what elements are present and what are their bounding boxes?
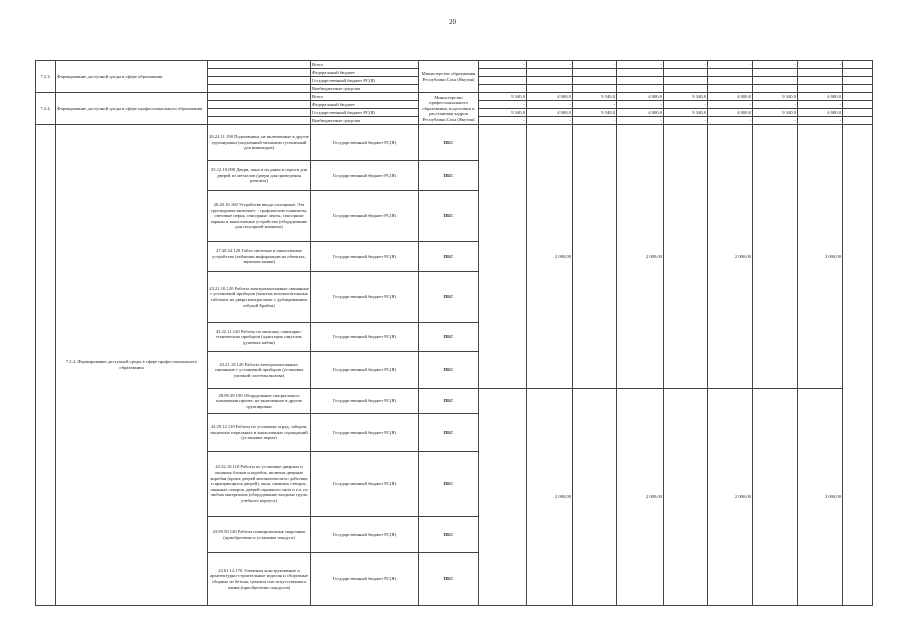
source-total: Всего bbox=[311, 61, 419, 69]
program-table bbox=[35, 60, 873, 606]
section-title: Формирование доступной среды в сфере профессионального образования bbox=[56, 93, 208, 125]
table-row: 28.99.39.190 Оборудование специального назначения прочее, не включенное в другие группировки Государственный бюджет РС(Я) ПБС 2 000,00 2 000,00 2 000,00 2 000,00 bbox=[36, 389, 873, 414]
table-row: 43.22.11.120 Работы по монтажу санитарно-технических приборов (адаптация санузлов, душевых кабин) Государственный бюджет РС(Я) ПБС bbox=[36, 323, 873, 352]
okpd-cell: 28.22.11.190 Подъемники, не включенные в другие группировки (подъемный механизм гусеничный для инвалидов) bbox=[208, 125, 311, 161]
table-row: 43.99.50.140 Работы планировочные сварочные (приобретение и установка пандуса) Государственный бюджет РС(Я) ПБС bbox=[36, 517, 873, 553]
executor: Министерство образования Республики Саха (Якутия) bbox=[419, 61, 479, 93]
page-number: 20 bbox=[449, 18, 456, 26]
table-row: 43.32.10.110 Работы по установке дверных и оконных блоков и коробок, включая дверные коробки (кроме дверей автоматического действия и вращающихся дверей), окон, оконных створок, оконных створок, дверей гаражного типа и т.п. из любых материалов (оборудование входных групп учебного корпуса) Государственный бюджет РС(Я) ПБС bbox=[36, 452, 873, 517]
table-row: 43.21.10.120 Работы электромонтажные, связанные с установкой приборов (установка уличной системы вызова) Государственный бюджет РС(Я) ПБС bbox=[36, 352, 873, 389]
table-row: 7.2.3. Формирование доступной среды в сфере образования Всего Министерство образования Республики Саха (Якутия) - - - - - - - - bbox=[36, 61, 873, 69]
section-code: 7.2.4. bbox=[36, 93, 56, 125]
table-row: 43.29.12.110 Работы по установке оград, заборов, защитных перильных и аналогичных ограждений (установка перил) Государственный бюджет РС(Я) ПБС bbox=[36, 414, 873, 452]
subsection-title: 7.2.4. Формирование доступной среды в сфере профессионального образования bbox=[56, 125, 208, 606]
section-title: Формирование доступной среды в сфере образования bbox=[56, 61, 208, 93]
table-row: Федеральный бюджет - - - - - - - - bbox=[36, 101, 873, 109]
table-row: 7.2.4. Формирование доступной среды в сфере профессионального образования 28.22.11.190 Подъемники, не включенные в другие группировки (подъемный механизм гусеничный для инвалидов) Государственный бюджет РС(Я) ПБС 2 000,00 2 000,00 2 000,00 2 000,00 bbox=[36, 125, 873, 161]
table-row: Федеральный бюджет bbox=[36, 69, 873, 77]
table-row: 7.2.4. Формирование доступной среды в сфере профессионального образования Всего Министерство профессионального образования, подготовки и расстановки кадров Республики Саха (Якутия) 9 340,0 4 000,0 9 340,0 4 000,0 9 340,0 4 000,0 9 340,0 4 000,0 bbox=[36, 93, 873, 101]
table-row: 27.40.24.120 Табло световые и аналогичные устройства (таблички информации на объектах, звуковые маяки) Государственный бюджет РС(Я) ПБС bbox=[36, 242, 873, 272]
section-code: 7.2.3. bbox=[36, 61, 56, 93]
table-row: 25.12.10.000 Двери, окна и их рамы и пороги для дверей из металлов (двери для проведения ремонта) Государственный бюджет РС(Я) ПБС bbox=[36, 161, 873, 191]
table-row: Внебюджетные средства bbox=[36, 85, 873, 93]
table-row: 26.20.16.160 Устройства ввода сенсорные. Эта группировка включает: - графические планшеты, световые перья, сенсорные ленты, сенсорные экраны и аналогичные устройства (оборудование для сенсорной комнаты) Государственный бюджет РС(Я) ПБС bbox=[36, 191, 873, 242]
table-row: 43.21.10.120 Работы электромонтажные связанные с установкой приборов (монтаж вспомогательных табличек на двери контрастные с дублированием азбукой Брайля) Государственный бюджет РС(Я) ПБС bbox=[36, 272, 873, 323]
table-row: Государственный бюджет РС(Я) 9 340,0 4 000,0 9 340,0 4 000,0 9 340,0 4 000,0 9 340,0 4 000,0 bbox=[36, 109, 873, 117]
table-row: Внебюджетные средства - - - - - - - - bbox=[36, 117, 873, 125]
value-cell: 2 000,00 bbox=[527, 125, 573, 389]
table-row: Государственный бюджет РС(Я) bbox=[36, 77, 873, 85]
table-row: 23.61.12.170 Элементы конструктивные и архитектурно-строительные изделия и сборочные сборные из бетона, цемента или искусственного камня (приобретение пандусов) Государственный бюджет РС(Я) ПБС bbox=[36, 553, 873, 606]
executor: Министерство профессионального образования, подготовки и расстановки кадров Республики Саха (Якутия) bbox=[419, 93, 479, 125]
